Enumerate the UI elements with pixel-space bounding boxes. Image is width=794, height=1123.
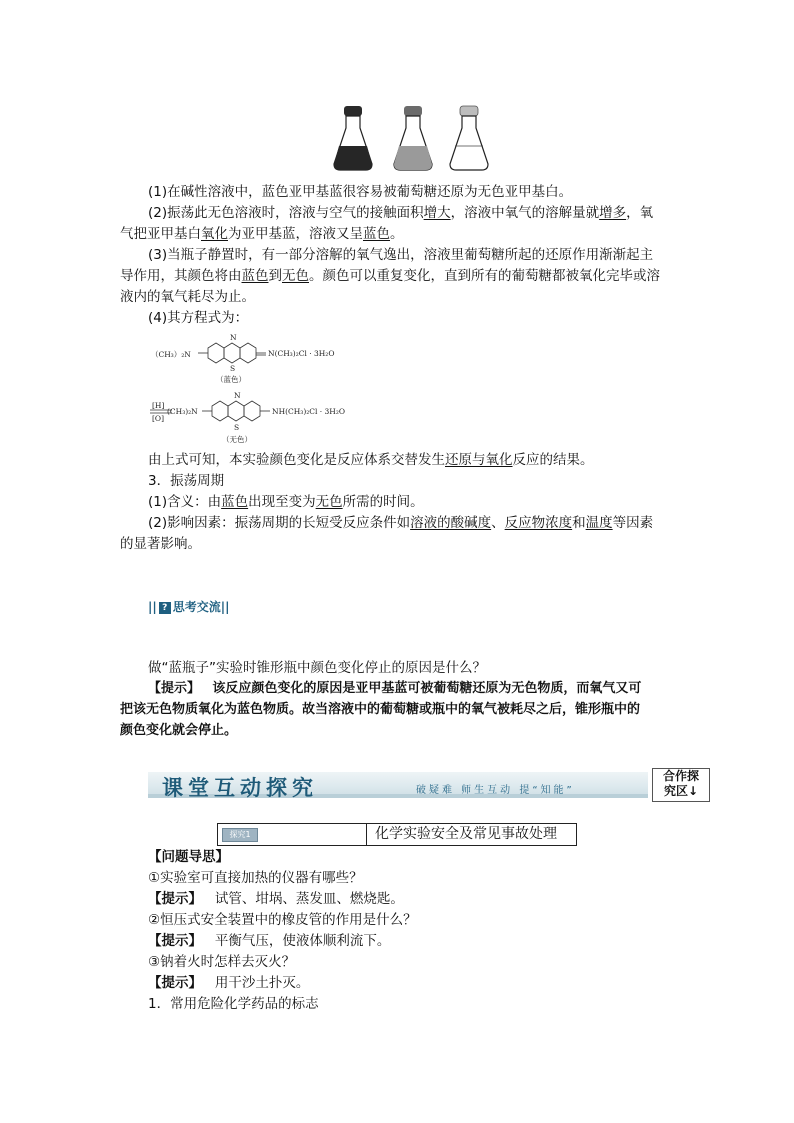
guide-q2-text: ②恒压式安全装置中的橡皮管的作用是什么？	[148, 912, 417, 928]
banner-box[interactable]	[652, 768, 710, 802]
formula-left-2: (CH₃)₂N	[167, 407, 198, 416]
guide-heading	[148, 847, 229, 867]
paragraph-1	[148, 182, 572, 202]
think-deco-left: ||	[148, 600, 157, 614]
p2-text-c: ，氧	[626, 205, 654, 221]
think-hint-line-1	[148, 679, 641, 699]
p3-text-a: (3)当瓶子静置时，有一部分溶解的氧气逸出，溶液里葡萄糖所起的还原作用渐渐起主	[148, 247, 654, 263]
guide-a1-label: 【提示】	[148, 891, 202, 907]
formula-atom-s-1: S	[230, 364, 236, 373]
s3-2-text-c: 和	[572, 515, 586, 531]
guide-a2	[148, 931, 390, 951]
formula-right-2: NH(CH₃)₂Cl · 3H₂O	[272, 407, 346, 416]
s3-1-text-c: 所需的时间。	[342, 494, 424, 510]
banner-box-line-1: 合作探	[662, 769, 699, 783]
p5-blank-1: 还原与氧化	[445, 452, 513, 468]
guide-a1	[148, 889, 404, 909]
p3-blank-1: 蓝色	[241, 268, 269, 284]
guide-a3-label: 【提示】	[148, 975, 202, 991]
conclusion-line	[148, 450, 594, 470]
p2-blank-4: 蓝色	[363, 226, 390, 242]
guide-a3-text: 用干沙土扑灭。	[214, 975, 310, 991]
think-hint-label: 【提示】	[148, 681, 201, 696]
think-hint-1: 该反应颜色变化的原因是亚甲基蓝可被葡萄糖还原为无色物质，而氧气又可	[212, 681, 642, 696]
s3-2-text-b: 、	[491, 515, 505, 531]
p3-text-e: 液内的氧气耗尽为止。	[120, 289, 255, 305]
banner-subtitle: 破疑难 师生互动 提“知能”	[416, 785, 575, 796]
think-question-text: 做“蓝瓶子”实验时锥形瓶中颜色变化停止的原因是什么？	[148, 660, 486, 676]
topic-tag: 探究1	[222, 828, 258, 842]
s3-1-text-b: 出现至变为	[248, 494, 316, 510]
p5-text-a: 由上式可知，本实验颜色变化是反应体系交替发生	[148, 452, 445, 468]
p2-blank-1: 增大	[423, 205, 451, 221]
p3-text-d: 。颜色可以重复变化，直到所有的葡萄糖都被氧化完毕或溶	[309, 268, 660, 284]
s3-1-text-a: (1)含义：由	[148, 494, 222, 510]
think-question	[148, 658, 486, 678]
p2-blank-2: 增多	[599, 205, 627, 221]
paragraph-3-line-1	[148, 245, 653, 265]
s3-2-blank-3: 温度	[585, 515, 613, 531]
section-3-item-2-line-2	[120, 534, 201, 554]
section-banner	[148, 768, 710, 802]
p3-text-c: 到	[268, 268, 282, 284]
s3-2-blank-2: 反应物浓度	[504, 515, 573, 531]
flask-medium	[394, 106, 432, 170]
p2-text-a: (2)振荡此无色溶液时，溶液与空气的接触面积	[148, 205, 424, 221]
topic-title: 化学实验安全及常见事故处理	[366, 824, 557, 845]
formula-label-colorless: （无色）	[222, 435, 252, 444]
guide-a1-text: 试管、坩埚、蒸发皿、燃烧匙。	[214, 891, 404, 907]
p4-text: (4)其方程式为：	[148, 310, 249, 326]
formula-label-blue: （蓝色）	[216, 375, 246, 384]
guide-q2	[148, 910, 417, 930]
paragraph-2-line-1	[148, 203, 653, 223]
s3-2-text-e: 的显著影响。	[120, 536, 201, 552]
p2-text-f: 。	[390, 226, 404, 242]
guide-q3-text: ③钠着火时怎样去灭火？	[148, 954, 296, 970]
equation-block	[150, 330, 370, 446]
guide-section-1	[148, 994, 319, 1014]
banner-title: 课堂互动探究	[162, 775, 318, 800]
guide-q1	[148, 868, 363, 888]
paragraph-3-line-3	[120, 287, 255, 307]
think-discuss-header	[148, 598, 230, 615]
guide-q3	[148, 952, 295, 972]
formula-atom-n-1: N	[230, 333, 237, 342]
p5-text-b: 反应的结果。	[512, 452, 594, 468]
p2-text-b: ，溶液中氧气的溶解量就	[450, 205, 600, 221]
formula-arrow-top: [H]	[152, 401, 165, 410]
p2-text-e: 为亚甲基蓝，溶液又呈	[228, 226, 363, 242]
p2-blank-3: 氧化	[201, 226, 228, 242]
guide-a2-text: 平衡气压，使液体顺利流下。	[214, 933, 391, 949]
think-deco-right: ||	[220, 600, 230, 614]
formula-atom-n-2: N	[234, 391, 241, 400]
structure-drawing	[150, 330, 370, 446]
think-hint-line-3	[120, 721, 237, 741]
s3-1-blank-1: 蓝色	[221, 494, 249, 510]
section-3-heading	[148, 471, 224, 491]
s3-2-text-a: (2)影响因素：振荡周期的长短受反应条件如	[148, 515, 411, 531]
s3-1-blank-2: 无色	[315, 494, 343, 510]
s3-heading-text: 3．振荡周期	[148, 473, 225, 489]
paragraph-3-line-2	[120, 266, 660, 286]
formula-atom-s-2: S	[234, 423, 240, 432]
flask-light	[450, 106, 488, 170]
p1-text: (1)在碱性溶液中，蓝色亚甲基蓝很容易被葡萄糖还原为无色亚甲基白。	[148, 184, 573, 200]
think-hint-2: 把该无色物质氧化为蓝色物质。故当溶液中的葡萄糖或瓶中的氧气被耗尽之后，锥形瓶中的	[120, 702, 641, 717]
formula-arrow-bottom: [O]	[152, 414, 165, 423]
guide-section-1-text: 1．常用危险化学药品的标志	[148, 996, 319, 1012]
flask-figure	[330, 104, 500, 174]
formula-right-1: N(CH₃)₂Cl · 3H₂O	[268, 349, 335, 358]
paragraph-4	[148, 308, 248, 328]
p2-text-d: 气把亚甲基白	[120, 226, 201, 242]
guide-q1-text: ①实验室可直接加热的仪器有哪些？	[148, 870, 363, 886]
flask-dark	[334, 106, 372, 170]
s3-2-blank-1: 溶液的酸碱度	[410, 515, 492, 531]
section-3-item-1	[148, 492, 424, 512]
p3-blank-2: 无色	[282, 268, 309, 284]
think-hint-line-2	[120, 700, 640, 720]
think-title: 思考交流	[172, 600, 221, 614]
p3-text-b: 导作用，其颜色将由	[120, 268, 242, 284]
topic-box	[217, 823, 577, 846]
guide-a2-label: 【提示】	[148, 933, 202, 949]
s3-2-text-d: 等因素	[612, 515, 654, 531]
formula-left-1: （CH₃）₂N	[151, 350, 191, 359]
question-icon: ?	[159, 602, 171, 614]
paragraph-2-line-2	[120, 224, 404, 244]
guide-heading-text: 【问题导思】	[148, 849, 229, 865]
section-3-item-2-line-1	[148, 513, 653, 533]
guide-a3	[148, 973, 309, 993]
banner-box-line-2: 究区↓	[663, 784, 699, 798]
think-hint-3: 颜色变化就会停止。	[120, 723, 238, 738]
